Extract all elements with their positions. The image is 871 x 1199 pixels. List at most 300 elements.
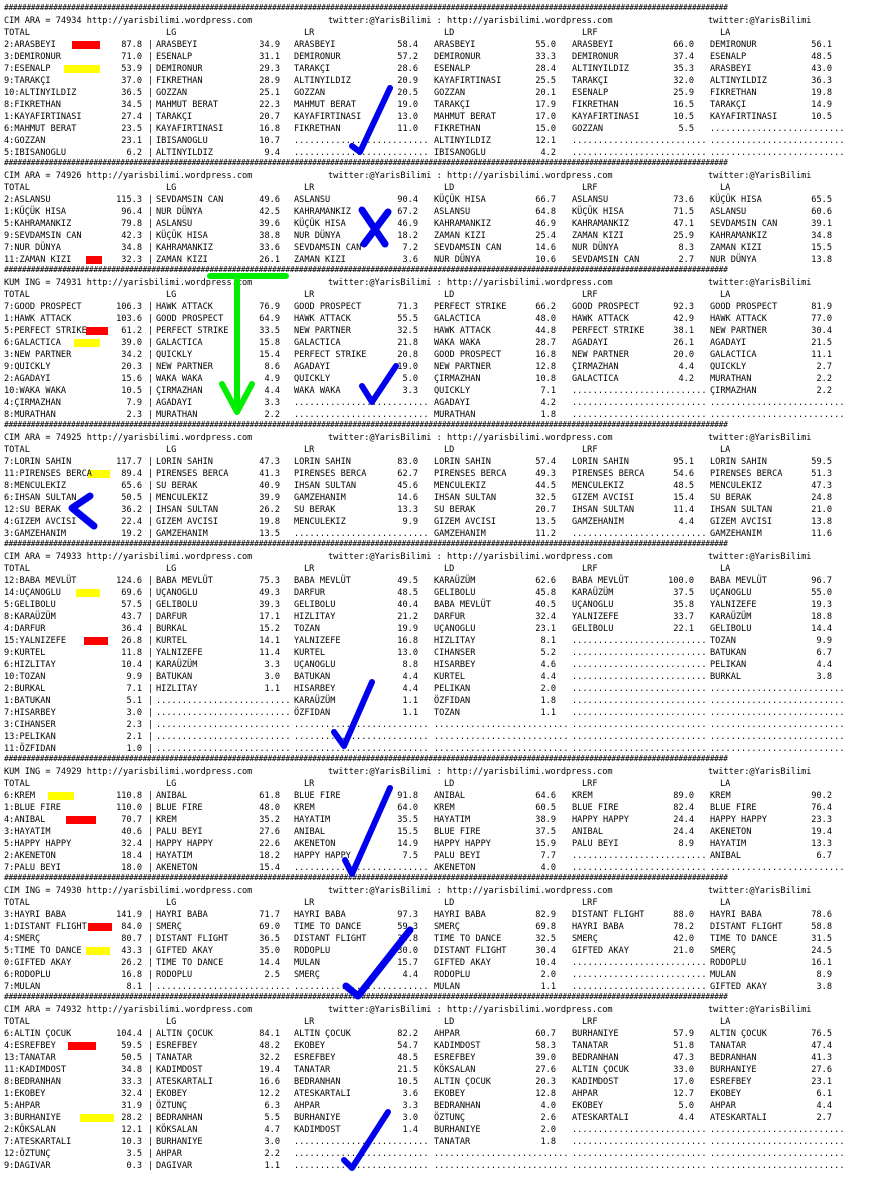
horse-name: GOZZAN [572, 124, 604, 134]
column-divider: | [148, 934, 154, 944]
column-divider: | [148, 362, 154, 372]
horse-name: ESENALP [710, 52, 747, 62]
score-value: 43.3 [121, 946, 142, 956]
horse-name: GIZEM AVCISI [156, 517, 219, 527]
dot-filler: .......................... [710, 136, 845, 146]
column-divider: | [148, 207, 154, 217]
race-title: CIM ARA = 74934 http://yarisbilimi.wordpress.com [4, 16, 253, 26]
column-header: LG [166, 564, 177, 574]
column-divider: | [148, 505, 154, 515]
horse-name: HISARBEY [434, 660, 476, 670]
horse-name: TIME TO DANCE [710, 934, 778, 944]
score-value: 9.9 [126, 672, 142, 682]
horse-name: KADIMDOST [434, 1041, 481, 1051]
score-value: 20.9 [397, 76, 418, 86]
horse-name: AKENETON [710, 827, 752, 837]
column-header: LA [720, 898, 731, 908]
horse-name: TIME TO DANCE [294, 922, 362, 932]
horse-name: ÇIRMAZHAN [710, 386, 757, 396]
table-row [4, 313, 869, 325]
score-value: 32.4 [121, 839, 142, 849]
horse-name: HAYATIM [156, 851, 193, 861]
horse-name: HAYATIM [294, 815, 331, 825]
race-title: KUM ING = 74931 http://yarisbilimi.wordpress.com [4, 278, 253, 288]
horse-name: 2:ARASBEYI [4, 40, 56, 50]
score-value: 20.5 [397, 88, 418, 98]
horse-name: PERFECT STRIKE [156, 326, 229, 336]
horse-name: QUICKLY [294, 374, 331, 384]
dot-filler: .......................... [710, 1137, 845, 1147]
score-value: 14.9 [811, 100, 832, 110]
horse-name: HAYRI BABA [434, 910, 486, 920]
horse-name: ANIBAL [156, 791, 188, 801]
score-value: 16.1 [811, 958, 832, 968]
horse-name: RODOPLU [434, 970, 471, 980]
horse-name: EKOBEY [294, 1041, 326, 1051]
horse-name: ALTIN ÇOCUK [434, 1077, 491, 1087]
score-value: 4.4 [402, 684, 418, 694]
horse-name: 12:ÖZTUNÇ [4, 1149, 51, 1159]
score-value: 13.3 [811, 839, 832, 849]
separator-rule: ################################################################################################################################################################## [4, 993, 728, 1001]
horse-name: ANIBAL [434, 791, 466, 801]
score-value: 7.2 [402, 243, 418, 253]
score-value: 65.6 [121, 481, 142, 491]
race-title-line [4, 766, 869, 778]
score-value: 12.8 [535, 362, 556, 372]
horse-name: IHSAN SULTAN [572, 505, 635, 515]
horse-name: DAGIVAR [156, 1161, 193, 1171]
horse-name: ATESKARTALI [156, 1077, 213, 1087]
score-value: 19.0 [397, 100, 418, 110]
horse-name: TOZAN [294, 624, 320, 634]
dot-filler: .......................... [294, 148, 429, 158]
column-header-row [4, 897, 869, 909]
horse-name: DARFUR [294, 588, 326, 598]
score-value: 25.1 [259, 88, 280, 98]
horse-name: UÇANOGLU [572, 600, 614, 610]
horse-name: MENCULEKIZ [294, 517, 346, 527]
score-value: 40.6 [121, 827, 142, 837]
column-divider: | [148, 529, 154, 539]
score-value: 17.1 [259, 612, 280, 622]
table-row [4, 63, 869, 75]
column-divider: | [148, 136, 154, 146]
race-title: CIM ING = 74930 http://yarisbilimi.wordpress.com [4, 886, 253, 896]
results-document [4, 4, 869, 1172]
dot-filler: .......................... [572, 684, 707, 694]
horse-name: 9:TARAKÇI [4, 76, 51, 86]
horse-name: 6:RODOPLU [4, 970, 51, 980]
dot-filler: .......................... [294, 136, 429, 146]
score-value: 47.3 [259, 457, 280, 467]
score-value: 22.3 [259, 100, 280, 110]
horse-name: BURHANIYE [294, 1113, 341, 1123]
column-header: LRF [582, 898, 598, 908]
score-value: 39.6 [259, 219, 280, 229]
dot-filler: .......................... [572, 672, 707, 682]
score-value: 71.5 [673, 207, 694, 217]
score-value: 84.1 [259, 1029, 280, 1039]
column-divider: | [148, 410, 154, 420]
race-title: CIM ARA = 74933 http://yarisbilimi.wordpress.com [4, 552, 253, 562]
column-divider: | [148, 732, 154, 742]
horse-name: GOOD PROSPECT [294, 302, 362, 312]
horse-name: IHSAN SULTAN [156, 505, 219, 515]
horse-name: ASLANSU [572, 195, 609, 205]
score-value: 8.1 [540, 636, 556, 646]
score-value: 47.3 [811, 481, 832, 491]
horse-name: ÖZFIDAN [434, 696, 471, 706]
score-value: 57.5 [121, 600, 142, 610]
score-value: 8.9 [678, 839, 694, 849]
horse-name: 1:EKOBEY [4, 1089, 46, 1099]
table-row [4, 480, 869, 492]
horse-name: TANATAR [434, 1137, 471, 1147]
column-divider: | [148, 386, 154, 396]
score-value: 3.0 [402, 1113, 418, 1123]
column-divider: | [148, 946, 154, 956]
horse-name: 8:KARAÜZÜM [4, 612, 56, 622]
score-value: 30.0 [397, 946, 418, 956]
score-value: 4.4 [402, 970, 418, 980]
score-value: 16.8 [397, 636, 418, 646]
score-value: 67.2 [397, 207, 418, 217]
horse-name: MURATHAN [156, 410, 198, 420]
horse-name: GELIBOLU [294, 600, 336, 610]
score-value: 1.1 [540, 708, 556, 718]
horse-name: 10:WAKA WAKA [4, 386, 67, 396]
horse-name: NEW PARTNER [572, 350, 629, 360]
horse-name: IHSAN SULTAN [294, 481, 357, 491]
column-header: LG [166, 898, 177, 908]
horse-name: 3:GAMZEHANIM [4, 529, 67, 539]
horse-name: SEVDAMSIN CAN [572, 255, 640, 265]
score-value: 1.1 [402, 708, 418, 718]
score-value: 16.8 [535, 350, 556, 360]
score-value: 45.6 [397, 481, 418, 491]
table-row [4, 1076, 869, 1088]
horse-name: ARASBEYI [572, 40, 614, 50]
score-value: 14.9 [397, 839, 418, 849]
race-title-line [4, 885, 869, 897]
horse-name: LORIN SAHIN [434, 457, 491, 467]
horse-name: 12:SU BERAK [4, 505, 61, 515]
score-value: 82.9 [535, 910, 556, 920]
score-value: 57.9 [673, 1029, 694, 1039]
column-divider: | [148, 1137, 154, 1147]
score-value: 8.1 [126, 982, 142, 992]
horse-name: NEW PARTNER [294, 326, 351, 336]
score-value: 36.5 [121, 88, 142, 98]
column-divider: | [148, 457, 154, 467]
horse-name: TIME TO DANCE [434, 934, 502, 944]
table-row [4, 325, 869, 337]
horse-name: WAKA WAKA [156, 374, 203, 384]
horse-name: ALTINYILDIZ [294, 76, 351, 86]
score-value: 11.8 [121, 648, 142, 658]
score-value: 5.2 [540, 648, 556, 658]
horse-name: 1:BLUE FIRE [4, 803, 61, 813]
horse-name: 5:IBISANOGLU [4, 148, 67, 158]
horse-name: CIHANSER [434, 648, 476, 658]
horse-name: ASLANSU [710, 207, 747, 217]
score-value: 51.3 [811, 469, 832, 479]
score-value: 39.1 [811, 219, 832, 229]
score-value: 2.2 [816, 386, 832, 396]
score-value: 103.6 [116, 314, 142, 324]
column-divider: | [148, 1077, 154, 1087]
horse-name: IHSAN SULTAN [434, 493, 497, 503]
horse-name: ÇIRMAZHAN [434, 374, 481, 384]
horse-name: 2:AKENETON [4, 851, 56, 861]
horse-name: GIFTED AKAY [156, 946, 213, 956]
horse-name: KÜÇÜK HISA [294, 219, 346, 229]
column-header: LRF [582, 290, 598, 300]
horse-name: HAYRI BABA [156, 910, 208, 920]
column-header: LR [304, 183, 315, 193]
horse-name: HAYRI BABA [710, 910, 762, 920]
table-row [4, 862, 869, 874]
horse-name: 13:PELIKAN [4, 732, 56, 742]
separator-rule: ################################################################################################################################################################## [4, 421, 728, 429]
horse-name: 9:SEVDAMSIN CAN [4, 231, 82, 241]
score-value: 69.8 [535, 922, 556, 932]
score-value: 14.4 [259, 958, 280, 968]
table-row [4, 826, 869, 838]
score-value: 38.8 [259, 231, 280, 241]
column-divider: | [148, 481, 154, 491]
horse-name: UÇANOGLU [156, 588, 198, 598]
horse-name: 3:NEW PARTNER [4, 350, 72, 360]
score-value: 32.3 [121, 255, 142, 265]
horse-name: NEW PARTNER [434, 362, 491, 372]
score-value: 41.3 [259, 469, 280, 479]
dot-filler: .......................... [710, 410, 845, 420]
horse-name: 11:PIRENSES BERCA [4, 469, 92, 479]
horse-name: 3:HAYATIM [4, 827, 51, 837]
score-value: 41.3 [811, 1053, 832, 1063]
dot-filler: .......................... [710, 732, 845, 742]
score-value: 3.0 [126, 708, 142, 718]
score-value: 4.4 [816, 660, 832, 670]
score-value: 91.8 [397, 791, 418, 801]
horse-name: 6:HIZLITAY [4, 660, 56, 670]
score-value: 55.0 [811, 588, 832, 598]
column-header: LD [444, 564, 455, 574]
column-header: LD [444, 183, 455, 193]
horse-name: PIRENSES BERCA [156, 469, 229, 479]
horse-name: GOZZAN [156, 88, 188, 98]
horse-name: AKENETON [156, 863, 198, 873]
twitter-handle: twitter:@YarisBilimi [708, 552, 812, 562]
table-row [4, 230, 869, 242]
horse-name: TARAKÇI [572, 76, 609, 86]
column-header: LRF [582, 183, 598, 193]
horse-name: GAMZEHANIM [710, 529, 762, 539]
horse-name: BLUE FIRE [156, 803, 203, 813]
horse-name: AHPAR [710, 1101, 736, 1111]
table-row [4, 135, 869, 147]
horse-name: DEMIRONUR [294, 52, 341, 62]
table-row [4, 623, 869, 635]
score-value: 24.4 [673, 827, 694, 837]
horse-name: HAWK ATTACK [294, 314, 351, 324]
horse-name: 5:PERFECT STRIKE [4, 326, 87, 336]
horse-name: BLUE FIRE [434, 827, 481, 837]
column-header: LD [444, 779, 455, 789]
score-value: 27.6 [811, 1065, 832, 1075]
dot-filler: .......................... [572, 148, 707, 158]
horse-name: 5:GELIBOLU [4, 600, 56, 610]
twitter-link: twitter:@YarisBilimi : http://yarisbilimi.wordpress.com [328, 171, 613, 181]
horse-name: LORIN SAHIN [156, 457, 213, 467]
race-title: CIM ARA = 74926 http://yarisbilimi.wordpress.com [4, 171, 253, 181]
horse-name: ALTIN ÇOCUK [156, 1029, 213, 1039]
dot-filler: .......................... [710, 863, 845, 873]
score-value: 92.3 [673, 302, 694, 312]
horse-name: HAYATIM [710, 839, 747, 849]
score-value: 13.8 [811, 255, 832, 265]
table-row [4, 909, 869, 921]
horse-name: UÇANOGLU [710, 588, 752, 598]
horse-name: 3:HAYRI BABA [4, 910, 67, 920]
score-value: 4.4 [678, 1113, 694, 1123]
column-divider: | [148, 219, 154, 229]
score-value: 2.0 [540, 684, 556, 694]
horse-name: HISARBEY [294, 684, 336, 694]
horse-name: AHPAR [156, 1149, 182, 1159]
score-value: 1.1 [264, 684, 280, 694]
column-header: LD [444, 1017, 455, 1027]
column-divider: | [148, 910, 154, 920]
score-value: 2.6 [540, 1113, 556, 1123]
score-value: 17.0 [673, 1077, 694, 1087]
score-value: 19.4 [259, 1065, 280, 1075]
score-value: 13.5 [259, 529, 280, 539]
horse-name: ALTIN ÇOCUK [294, 1029, 351, 1039]
score-value: 16.8 [121, 970, 142, 980]
score-value: 38.8 [397, 934, 418, 944]
horse-name: DEMIRONUR [710, 40, 757, 50]
score-value: 24.4 [673, 815, 694, 825]
score-value: 75.3 [259, 576, 280, 586]
score-value: 19.4 [811, 827, 832, 837]
score-value: 1.8 [540, 1137, 556, 1147]
dot-filler: .......................... [710, 1149, 845, 1159]
score-value: 32.4 [121, 1089, 142, 1099]
column-divider: | [148, 696, 154, 706]
score-value: 1.8 [540, 410, 556, 420]
horse-name: QUICKLY [156, 350, 193, 360]
score-value: 70.7 [121, 815, 142, 825]
score-value: 33.0 [673, 1065, 694, 1075]
score-value: 31.1 [259, 52, 280, 62]
score-value: 40.4 [397, 600, 418, 610]
score-value: 28.4 [535, 64, 556, 74]
horse-name: ASLANSU [434, 207, 471, 217]
score-value: 25.9 [673, 88, 694, 98]
horse-name: ÖZTUNÇ [434, 1113, 466, 1123]
score-value: 65.5 [811, 195, 832, 205]
score-value: 78.2 [673, 922, 694, 932]
dot-filler: .......................... [434, 732, 569, 742]
score-value: 6.7 [816, 648, 832, 658]
score-value: 20.3 [535, 1077, 556, 1087]
score-value: 47.4 [811, 1041, 832, 1051]
horse-name: ZAMAN KIZI [294, 255, 346, 265]
score-value: 43.0 [811, 64, 832, 74]
separator-rule: ################################################################################################################################################################## [4, 159, 728, 167]
table-row [4, 838, 869, 850]
dot-filler: .......................... [294, 732, 429, 742]
score-value: 4.0 [540, 863, 556, 873]
column-header: TOTAL [4, 183, 30, 193]
horse-name: 7:GOOD PROSPECT [4, 302, 82, 312]
horse-name: HAYATIM [434, 815, 471, 825]
table-row [4, 206, 869, 218]
score-value: 48.5 [397, 1053, 418, 1063]
score-value: 3.5 [126, 1149, 142, 1159]
horse-name: HAWK ATTACK [710, 314, 767, 324]
score-value: 38.9 [535, 815, 556, 825]
score-value: 9.9 [816, 636, 832, 646]
table-row [4, 957, 869, 969]
score-value: 3.6 [402, 255, 418, 265]
horse-name: GOZZAN [294, 88, 326, 98]
score-value: 88.0 [673, 910, 694, 920]
horse-name: AGADAYI [572, 338, 609, 348]
dot-filler: .......................... [572, 636, 707, 646]
dot-filler: .......................... [710, 398, 845, 408]
horse-name: KAHRAMANKIZ [294, 207, 351, 217]
horse-name: AHPAR [572, 1089, 598, 1099]
score-value: 21.5 [811, 338, 832, 348]
column-divider: | [148, 708, 154, 718]
horse-name: SEVDAMSIN CAN [710, 219, 778, 229]
horse-name: ANIBAL [710, 851, 742, 861]
score-value: 3.0 [264, 1137, 280, 1147]
horse-name: 0:GIFTED AKAY [4, 958, 72, 968]
column-divider: | [148, 958, 154, 968]
table-row [4, 349, 869, 361]
horse-name: DARFUR [156, 612, 188, 622]
score-value: 45.8 [535, 588, 556, 598]
horse-name: BURHANIYE [710, 1065, 757, 1075]
dot-filler: .......................... [156, 720, 291, 730]
race-title-line [4, 432, 869, 444]
horse-name: BABA MEVLÜT [572, 576, 629, 586]
score-value: 54.6 [673, 469, 694, 479]
horse-name: SMERÇ [156, 922, 182, 932]
horse-name: LORIN SAHIN [572, 457, 629, 467]
column-divider: | [148, 517, 154, 527]
column-divider: | [148, 576, 154, 586]
column-divider: | [148, 469, 154, 479]
horse-name: 6:MAHMUT BERAT [4, 124, 77, 134]
dot-filler: .......................... [572, 982, 707, 992]
score-value: 35.3 [673, 64, 694, 74]
score-value: 34.5 [121, 100, 142, 110]
dot-filler: .......................... [294, 1149, 429, 1159]
score-value: 19.8 [811, 88, 832, 98]
horse-name: KÜÇÜK HISA [572, 207, 624, 217]
horse-name: SMERÇ [710, 946, 736, 956]
score-value: 71.0 [121, 52, 142, 62]
horse-name: ARASBEYI [156, 40, 198, 50]
horse-name: ZAMAN KIZI [710, 243, 762, 253]
score-value: 1.8 [540, 696, 556, 706]
